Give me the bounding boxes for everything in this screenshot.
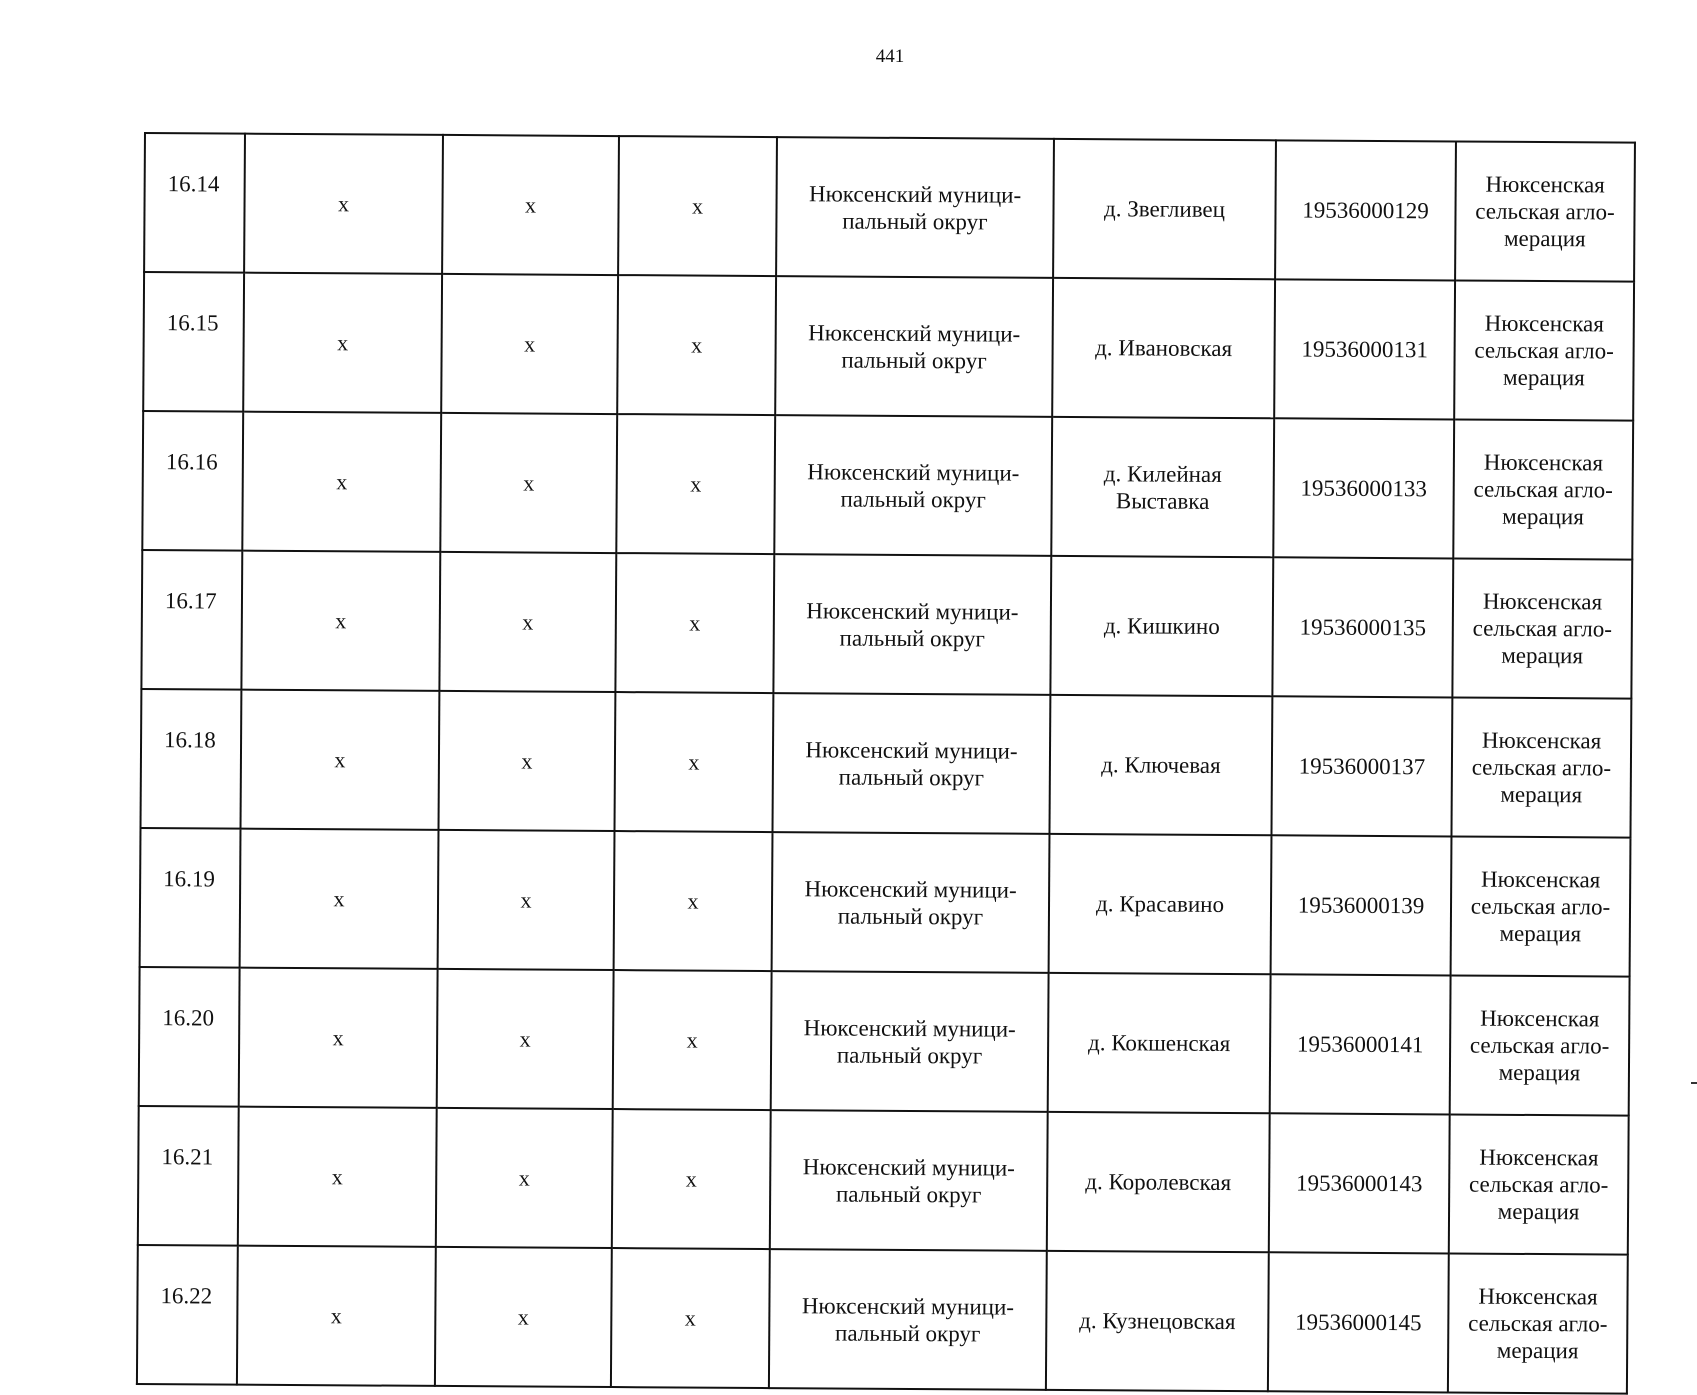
settlement-line-2: Выставка: [1115, 487, 1210, 514]
table-row: [140, 828, 1631, 977]
row-number-cell: 16.17: [141, 550, 242, 690]
district-line-1: Нюксенский муници-: [801, 1292, 1015, 1320]
agglomeration-line-2: сельская агло-: [1474, 337, 1614, 364]
x-cell-2: x: [442, 135, 619, 275]
agglomeration-cell: [1453, 419, 1633, 559]
district-cell: [769, 1249, 1047, 1390]
district-line-2: пальный округ: [837, 902, 984, 929]
x-cell-3: x: [614, 692, 773, 832]
x-cell-1: x: [240, 829, 439, 969]
district-line-1: Нюксенский муници-: [802, 1153, 1015, 1181]
row-number-cell: 16.18: [141, 689, 242, 829]
district-line-1: Нюксенский муници-: [807, 458, 1020, 486]
agglomeration-line-2: сельская агло-: [1468, 1171, 1609, 1198]
settlement-cell: [1049, 834, 1272, 974]
table-row: [144, 133, 1635, 282]
oktmo-code-cell: 19536000137: [1271, 696, 1452, 836]
agglomeration-line-3: мерация: [1498, 1059, 1581, 1086]
settlement-line-1: д. Звегливец: [1103, 196, 1226, 222]
agglomeration-line-3: мерация: [1503, 364, 1585, 391]
row-number-cell: 16.19: [140, 828, 241, 968]
agglomeration-line-1: Нюксенская: [1481, 727, 1602, 754]
row-number-cell: 16.16: [142, 411, 243, 551]
settlement-cell: [1050, 556, 1273, 696]
settlement-line-1: д. Кокшенская: [1087, 1030, 1231, 1057]
district-line-1: Нюксенский муници-: [808, 319, 1021, 347]
oktmo-code-cell: 19536000131: [1274, 279, 1455, 419]
x-cell-2: x: [438, 691, 615, 831]
oktmo-code-cell: 19536000135: [1272, 557, 1453, 697]
page-number: 441: [875, 46, 905, 67]
oktmo-code-cell: 19536000139: [1271, 835, 1452, 975]
x-cell-1: x: [242, 412, 441, 552]
settlement-cell: [1047, 1112, 1270, 1252]
agglomeration-line-1: Нюксенская: [1482, 588, 1603, 615]
settlement-line-1: д. Ивановская: [1095, 335, 1233, 362]
x-cell-1: x: [237, 1246, 436, 1386]
agglomeration-line-1: Нюксенская: [1484, 310, 1604, 337]
district-line-2: пальный округ: [838, 763, 985, 790]
agglomeration-line-3: мерация: [1499, 920, 1582, 947]
agglomeration-line-1: Нюксенская: [1485, 171, 1605, 198]
agglomeration-line-3: мерация: [1500, 781, 1583, 808]
oktmo-code-cell: 19536000141: [1270, 974, 1451, 1114]
settlement-cell: [1048, 973, 1271, 1113]
settlement-line-1: д. Килейная: [1103, 460, 1222, 487]
agglomeration-cell: [1452, 558, 1632, 698]
district-line-1: Нюксенский муници-: [805, 736, 1018, 764]
row-number-cell: 16.14: [144, 133, 245, 273]
x-cell-2: x: [436, 1108, 613, 1248]
agglomeration-line-2: сельская агло-: [1472, 615, 1613, 642]
district-cell: [770, 1110, 1048, 1251]
settlement-cell: [1053, 139, 1276, 279]
x-cell-2: x: [435, 1247, 612, 1387]
settlements-table: [136, 132, 1636, 1395]
district-line-2: пальный округ: [835, 1319, 981, 1346]
x-cell-2: x: [440, 413, 617, 553]
district-cell: [771, 971, 1049, 1112]
district-line-1: Нюксенский муници-: [804, 875, 1017, 903]
agglomeration-line-1: Нюксенская: [1479, 1144, 1599, 1171]
table-row: [137, 1245, 1628, 1394]
table-row: [139, 967, 1630, 1116]
district-line-1: Нюксенский муници-: [803, 1014, 1016, 1042]
district-line-1: Нюксенский муници-: [808, 180, 1022, 208]
table-row: [143, 272, 1634, 421]
agglomeration-cell: [1451, 697, 1631, 837]
x-cell-1: x: [243, 273, 442, 413]
agglomeration-cell: [1451, 836, 1631, 976]
agglomeration-line-1: Нюксенская: [1480, 1005, 1600, 1032]
row-number-cell: 16.15: [143, 272, 244, 412]
settlement-line-1: д. Кишкино: [1103, 613, 1220, 639]
margin-tick-mark: [1691, 1082, 1697, 1084]
district-cell: [774, 415, 1052, 556]
agglomeration-cell: [1455, 141, 1635, 281]
x-cell-3: x: [617, 275, 776, 415]
agglomeration-line-3: мерация: [1502, 503, 1584, 530]
settlement-line-1: д. Королевская: [1085, 1169, 1232, 1196]
x-cell-1: x: [244, 134, 443, 274]
agglomeration-line-2: сельская агло-: [1468, 1310, 1608, 1337]
agglomeration-line-2: сельская агло-: [1471, 754, 1612, 781]
oktmo-code-cell: 19536000129: [1275, 140, 1456, 280]
x-cell-2: x: [437, 969, 614, 1109]
x-cell-3: x: [615, 553, 774, 693]
district-line-2: пальный округ: [840, 486, 986, 512]
row-number-cell: 16.21: [138, 1106, 239, 1246]
table-row: [141, 689, 1632, 838]
agglomeration-cell: [1449, 1114, 1629, 1254]
x-cell-3: x: [618, 136, 777, 276]
district-line-2: пальный округ: [839, 625, 985, 651]
district-cell: [776, 137, 1054, 278]
agglomeration-line-3: мерация: [1501, 642, 1584, 669]
district-cell: [772, 693, 1050, 834]
row-number-cell: 16.20: [139, 967, 240, 1107]
x-cell-1: x: [238, 1107, 437, 1247]
x-cell-3: x: [613, 970, 772, 1110]
district-line-2: пальный округ: [842, 208, 988, 234]
x-cell-3: x: [611, 1248, 770, 1388]
settlement-cell: [1051, 417, 1274, 557]
agglomeration-line-2: сельская агло-: [1470, 893, 1611, 920]
agglomeration-line-3: мерация: [1503, 225, 1586, 252]
district-line-1: Нюксенский муници-: [806, 597, 1019, 625]
x-cell-1: x: [239, 968, 438, 1108]
table-row: [142, 411, 1633, 560]
oktmo-code-cell: 19536000133: [1273, 418, 1454, 558]
table-row: [138, 1106, 1629, 1255]
row-number-cell: 16.22: [137, 1245, 238, 1385]
x-cell-2: x: [438, 830, 615, 970]
agglomeration-cell: [1454, 280, 1634, 420]
table-row: [141, 550, 1632, 699]
oktmo-code-cell: 19536000143: [1269, 1113, 1450, 1253]
settlement-line-1: д. Кузнецовская: [1079, 1308, 1236, 1335]
oktmo-code-cell: 19536000145: [1268, 1252, 1449, 1392]
settlement-line-1: д. Ключевая: [1101, 752, 1221, 778]
agglomeration-line-3: мерация: [1496, 1337, 1579, 1364]
x-cell-2: x: [439, 552, 616, 692]
agglomeration-cell: [1448, 1253, 1628, 1393]
x-cell-3: x: [612, 1109, 771, 1249]
settlement-cell: [1046, 1251, 1269, 1391]
settlement-line-1: д. Красавино: [1095, 891, 1225, 917]
district-cell: [772, 832, 1050, 973]
district-cell: [775, 276, 1053, 417]
settlement-cell: [1052, 278, 1275, 418]
agglomeration-line-1: Нюксенская: [1480, 866, 1601, 893]
agglomeration-cell: [1450, 975, 1630, 1115]
x-cell-3: x: [614, 831, 773, 971]
agglomeration-line-3: мерация: [1497, 1198, 1580, 1225]
x-cell-1: x: [241, 690, 440, 830]
x-cell-3: x: [616, 414, 775, 554]
table-body: [137, 133, 1635, 1394]
district-line-2: пальный округ: [835, 1180, 982, 1207]
agglomeration-line-2: сельская агло-: [1475, 198, 1615, 225]
district-line-2: пальный округ: [836, 1041, 983, 1068]
district-line-2: пальный округ: [841, 347, 987, 373]
x-cell-1: x: [241, 551, 440, 691]
district-cell: [773, 554, 1051, 695]
x-cell-2: x: [441, 274, 618, 414]
agglomeration-line-1: Нюксенская: [1483, 449, 1604, 476]
agglomeration-line-2: сельская агло-: [1473, 476, 1613, 503]
agglomeration-line-2: сельская агло-: [1469, 1032, 1610, 1059]
agglomeration-line-1: Нюксенская: [1478, 1283, 1598, 1310]
settlement-cell: [1049, 695, 1272, 835]
